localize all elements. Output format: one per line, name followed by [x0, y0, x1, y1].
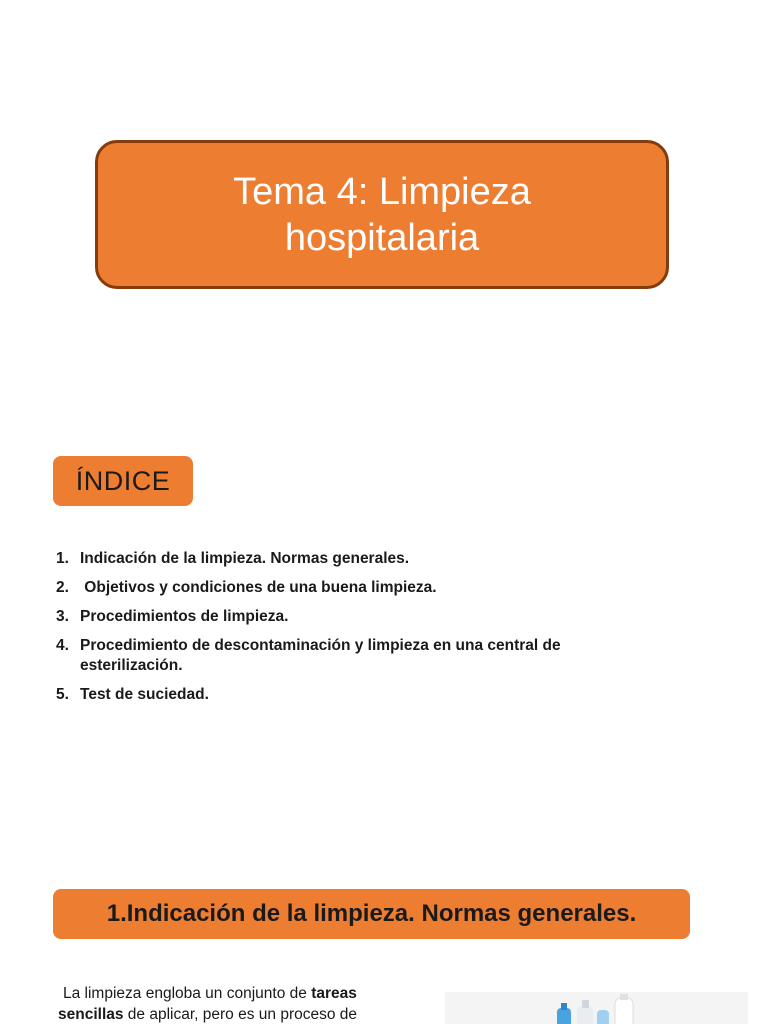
index-item-text: Procedimiento de descontaminación y limpieza en una central de esterilización. — [80, 637, 561, 674]
index-item-number: 1. — [56, 550, 69, 567]
section-heading-box — [53, 889, 690, 939]
index-item-number: 3. — [56, 608, 69, 625]
index-item-text: Test de suciedad. — [80, 686, 209, 703]
paragraph-text: La limpieza engloba un conjunto de — [63, 985, 312, 1002]
index-item-text: Procedimientos de limpieza. — [80, 608, 289, 625]
section-paragraph — [58, 983, 403, 1024]
section-heading: 1.Indicación de la limpieza. Normas generales. — [106, 900, 637, 927]
index-item — [56, 685, 656, 705]
title-banner — [95, 140, 669, 289]
index-item — [56, 578, 656, 598]
title-line-1: Tema 4: Limpieza — [233, 170, 531, 213]
index-item — [56, 549, 656, 569]
page-title — [202, 169, 562, 261]
index-item-text: Indicación de la limpieza. Normas generales. — [80, 550, 410, 567]
paragraph-text: de aplicar, pero es un proceso de — [123, 1006, 358, 1023]
index-item — [56, 636, 656, 676]
index-heading: ÍNDICE — [75, 465, 171, 496]
index-item-number: 2. — [56, 579, 69, 596]
index-item-number: 4. — [56, 637, 69, 654]
index-item-number: 5. — [56, 686, 69, 703]
index-heading-box — [53, 456, 193, 506]
index-item — [56, 607, 656, 627]
paragraph-bold-text: tareas sencillas — [58, 985, 357, 1023]
index-item-text: Objetivos y condiciones de una buena limpieza. — [80, 579, 437, 596]
cleaning-bottles-image — [445, 992, 748, 1024]
cleaning-products-photo — [445, 992, 748, 1024]
index-list — [56, 549, 656, 714]
title-line-2: hospitalaria — [284, 216, 480, 259]
